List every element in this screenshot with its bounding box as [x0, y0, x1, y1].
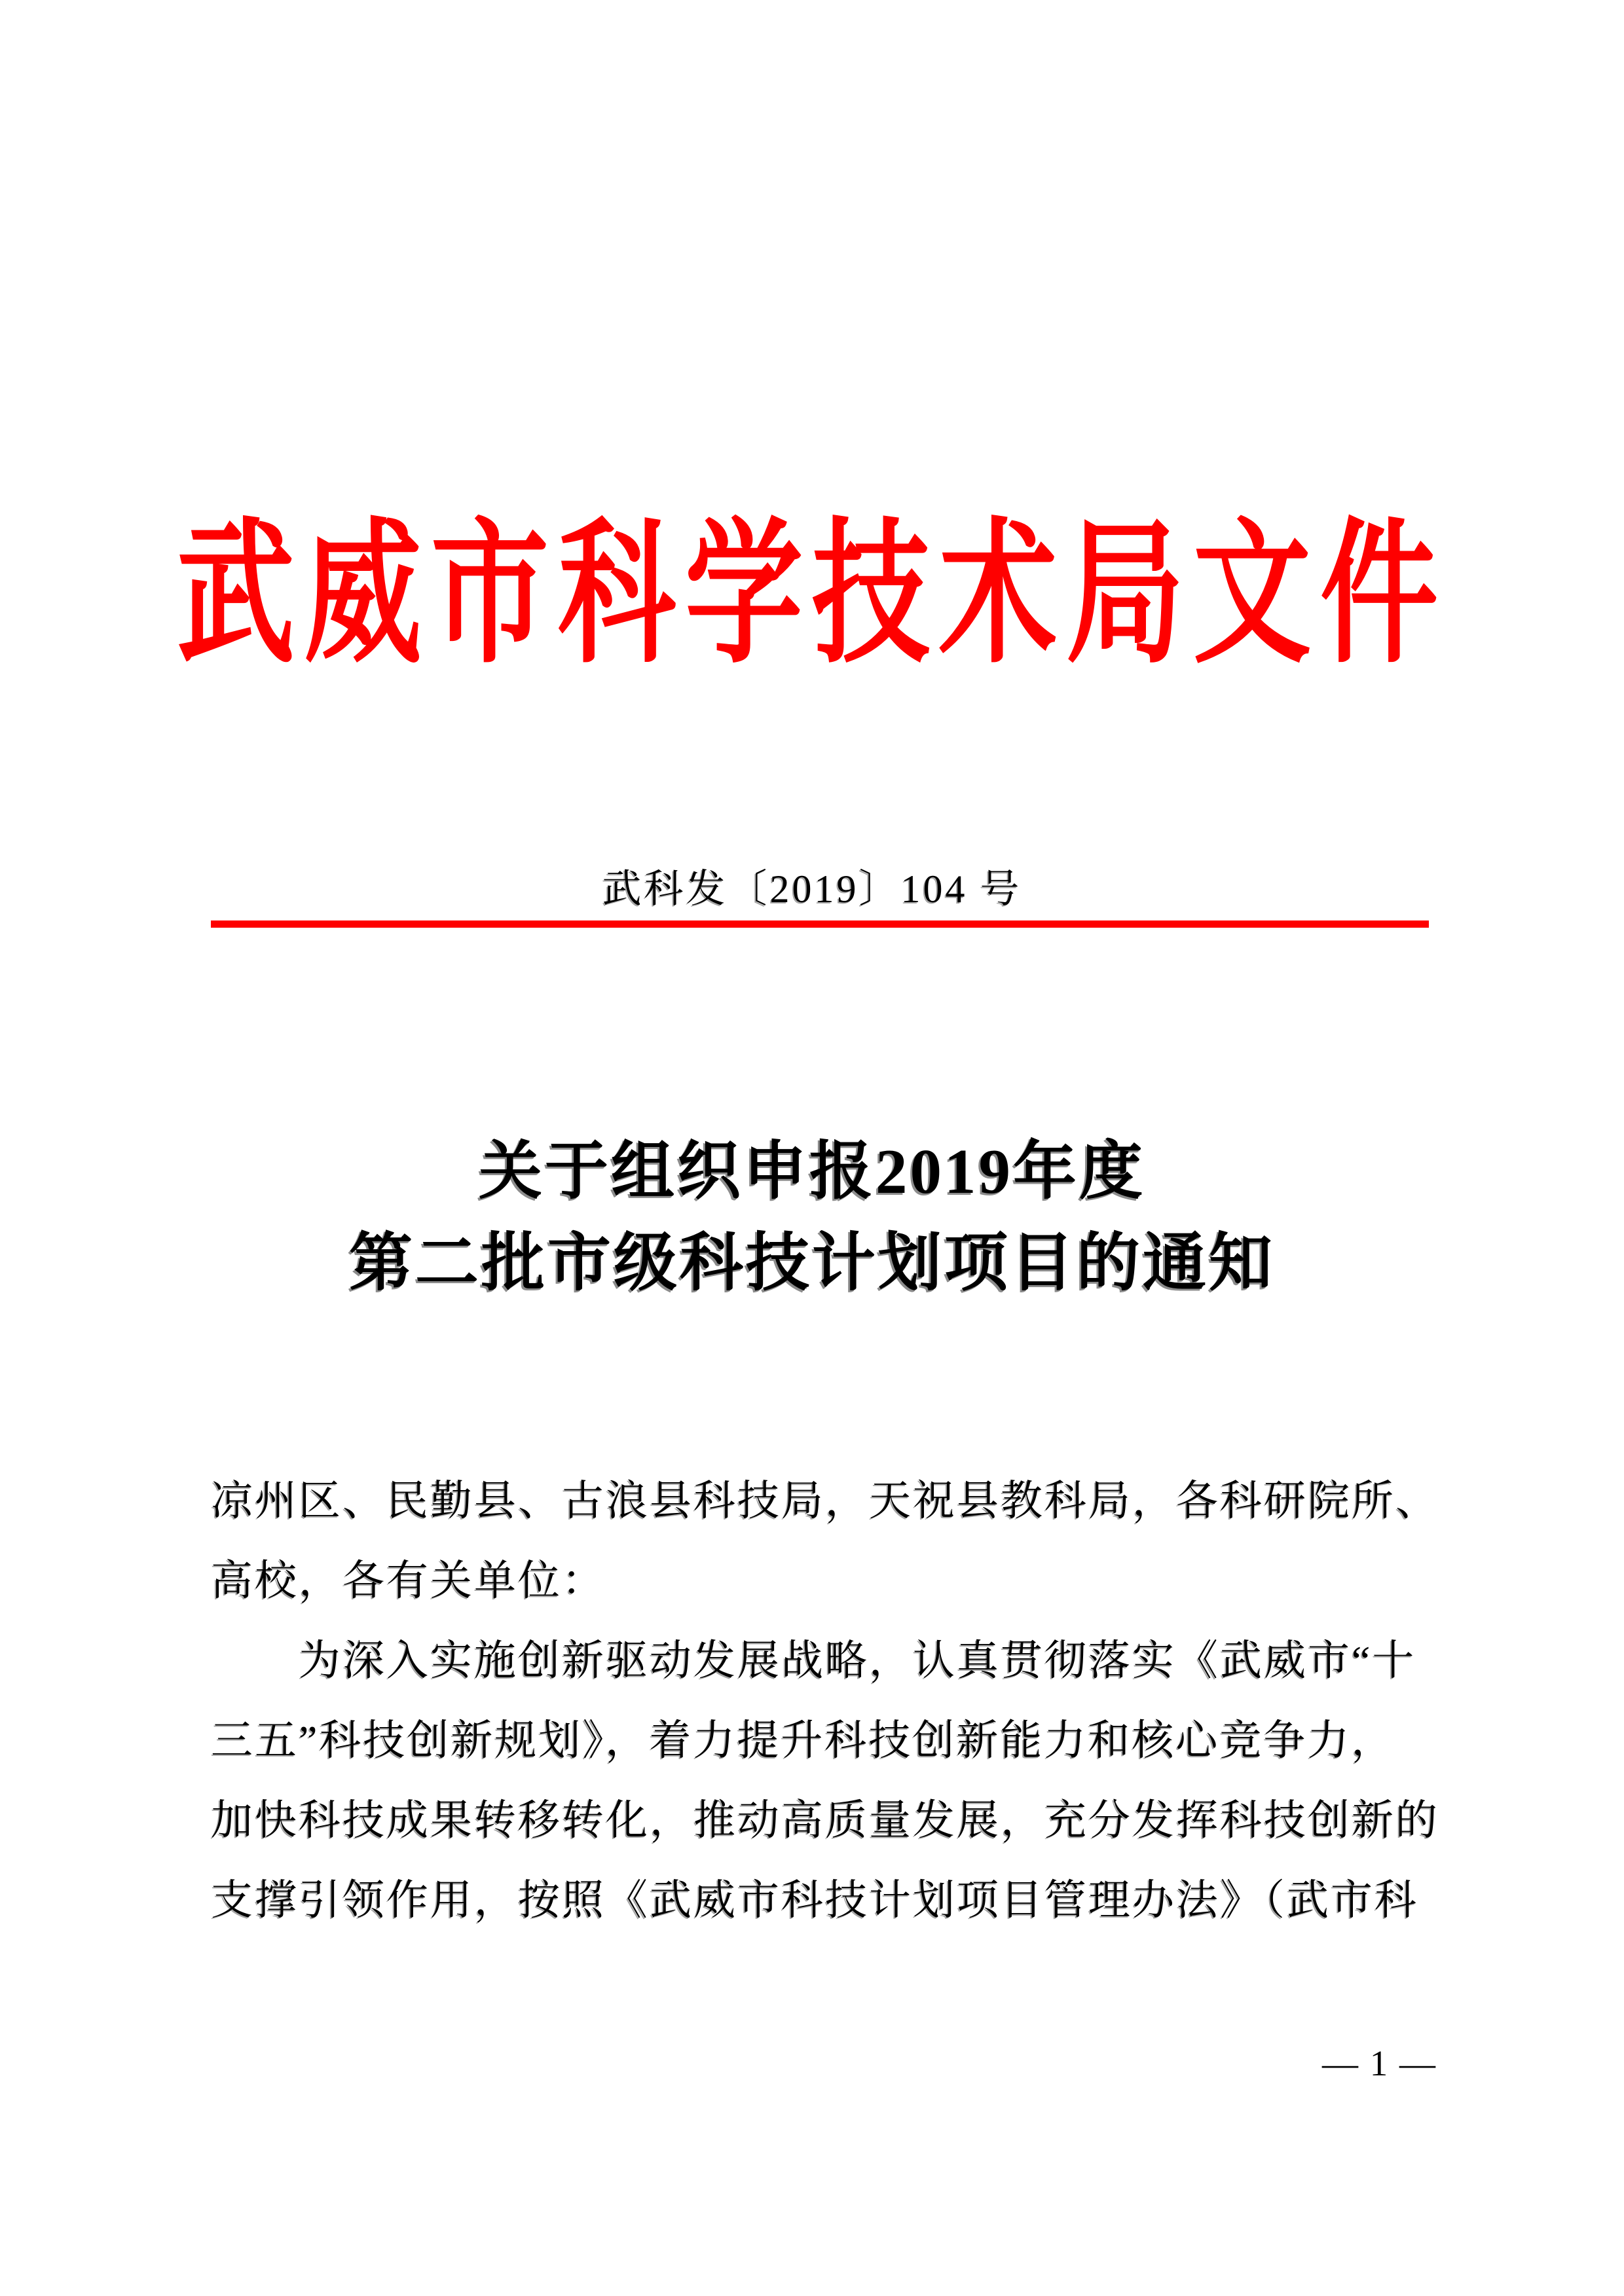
notice-title [0, 1126, 1624, 1309]
notice-title-line: 第二批市级科技计划项目的通知 [349, 1228, 1275, 1298]
page-number: — 1 — [1322, 2043, 1437, 2083]
notice-body [211, 1461, 1442, 1941]
agency-header-title: 武威市科学技术局文件 [176, 509, 1447, 682]
red-divider-rule [211, 920, 1429, 928]
document-number: 武科发〔2019〕104 号 [602, 867, 1022, 911]
body-line: 高校，各有关单位： [211, 1558, 606, 1604]
notice-title-line: 关于组织申报2019年度 [479, 1137, 1145, 1207]
body-line: 支撑引领作用，按照《武威市科技计划项目管理办法》（武市科 [211, 1877, 1418, 1923]
body-line: 加快科技成果转移转化，推动高质量发展，充分发挥科技创新的 [211, 1797, 1439, 1844]
body-line: 为深入实施创新驱动发展战略，认真贯彻落实《武威市“十 [299, 1637, 1416, 1684]
body-line: 三五”科技创新规划》，着力提升科技创新能力和核心竞争力， [211, 1717, 1395, 1764]
body-line: 凉州区、民勤县、古浪县科技局，天祝县教科局，各科研院所、 [211, 1478, 1439, 1524]
